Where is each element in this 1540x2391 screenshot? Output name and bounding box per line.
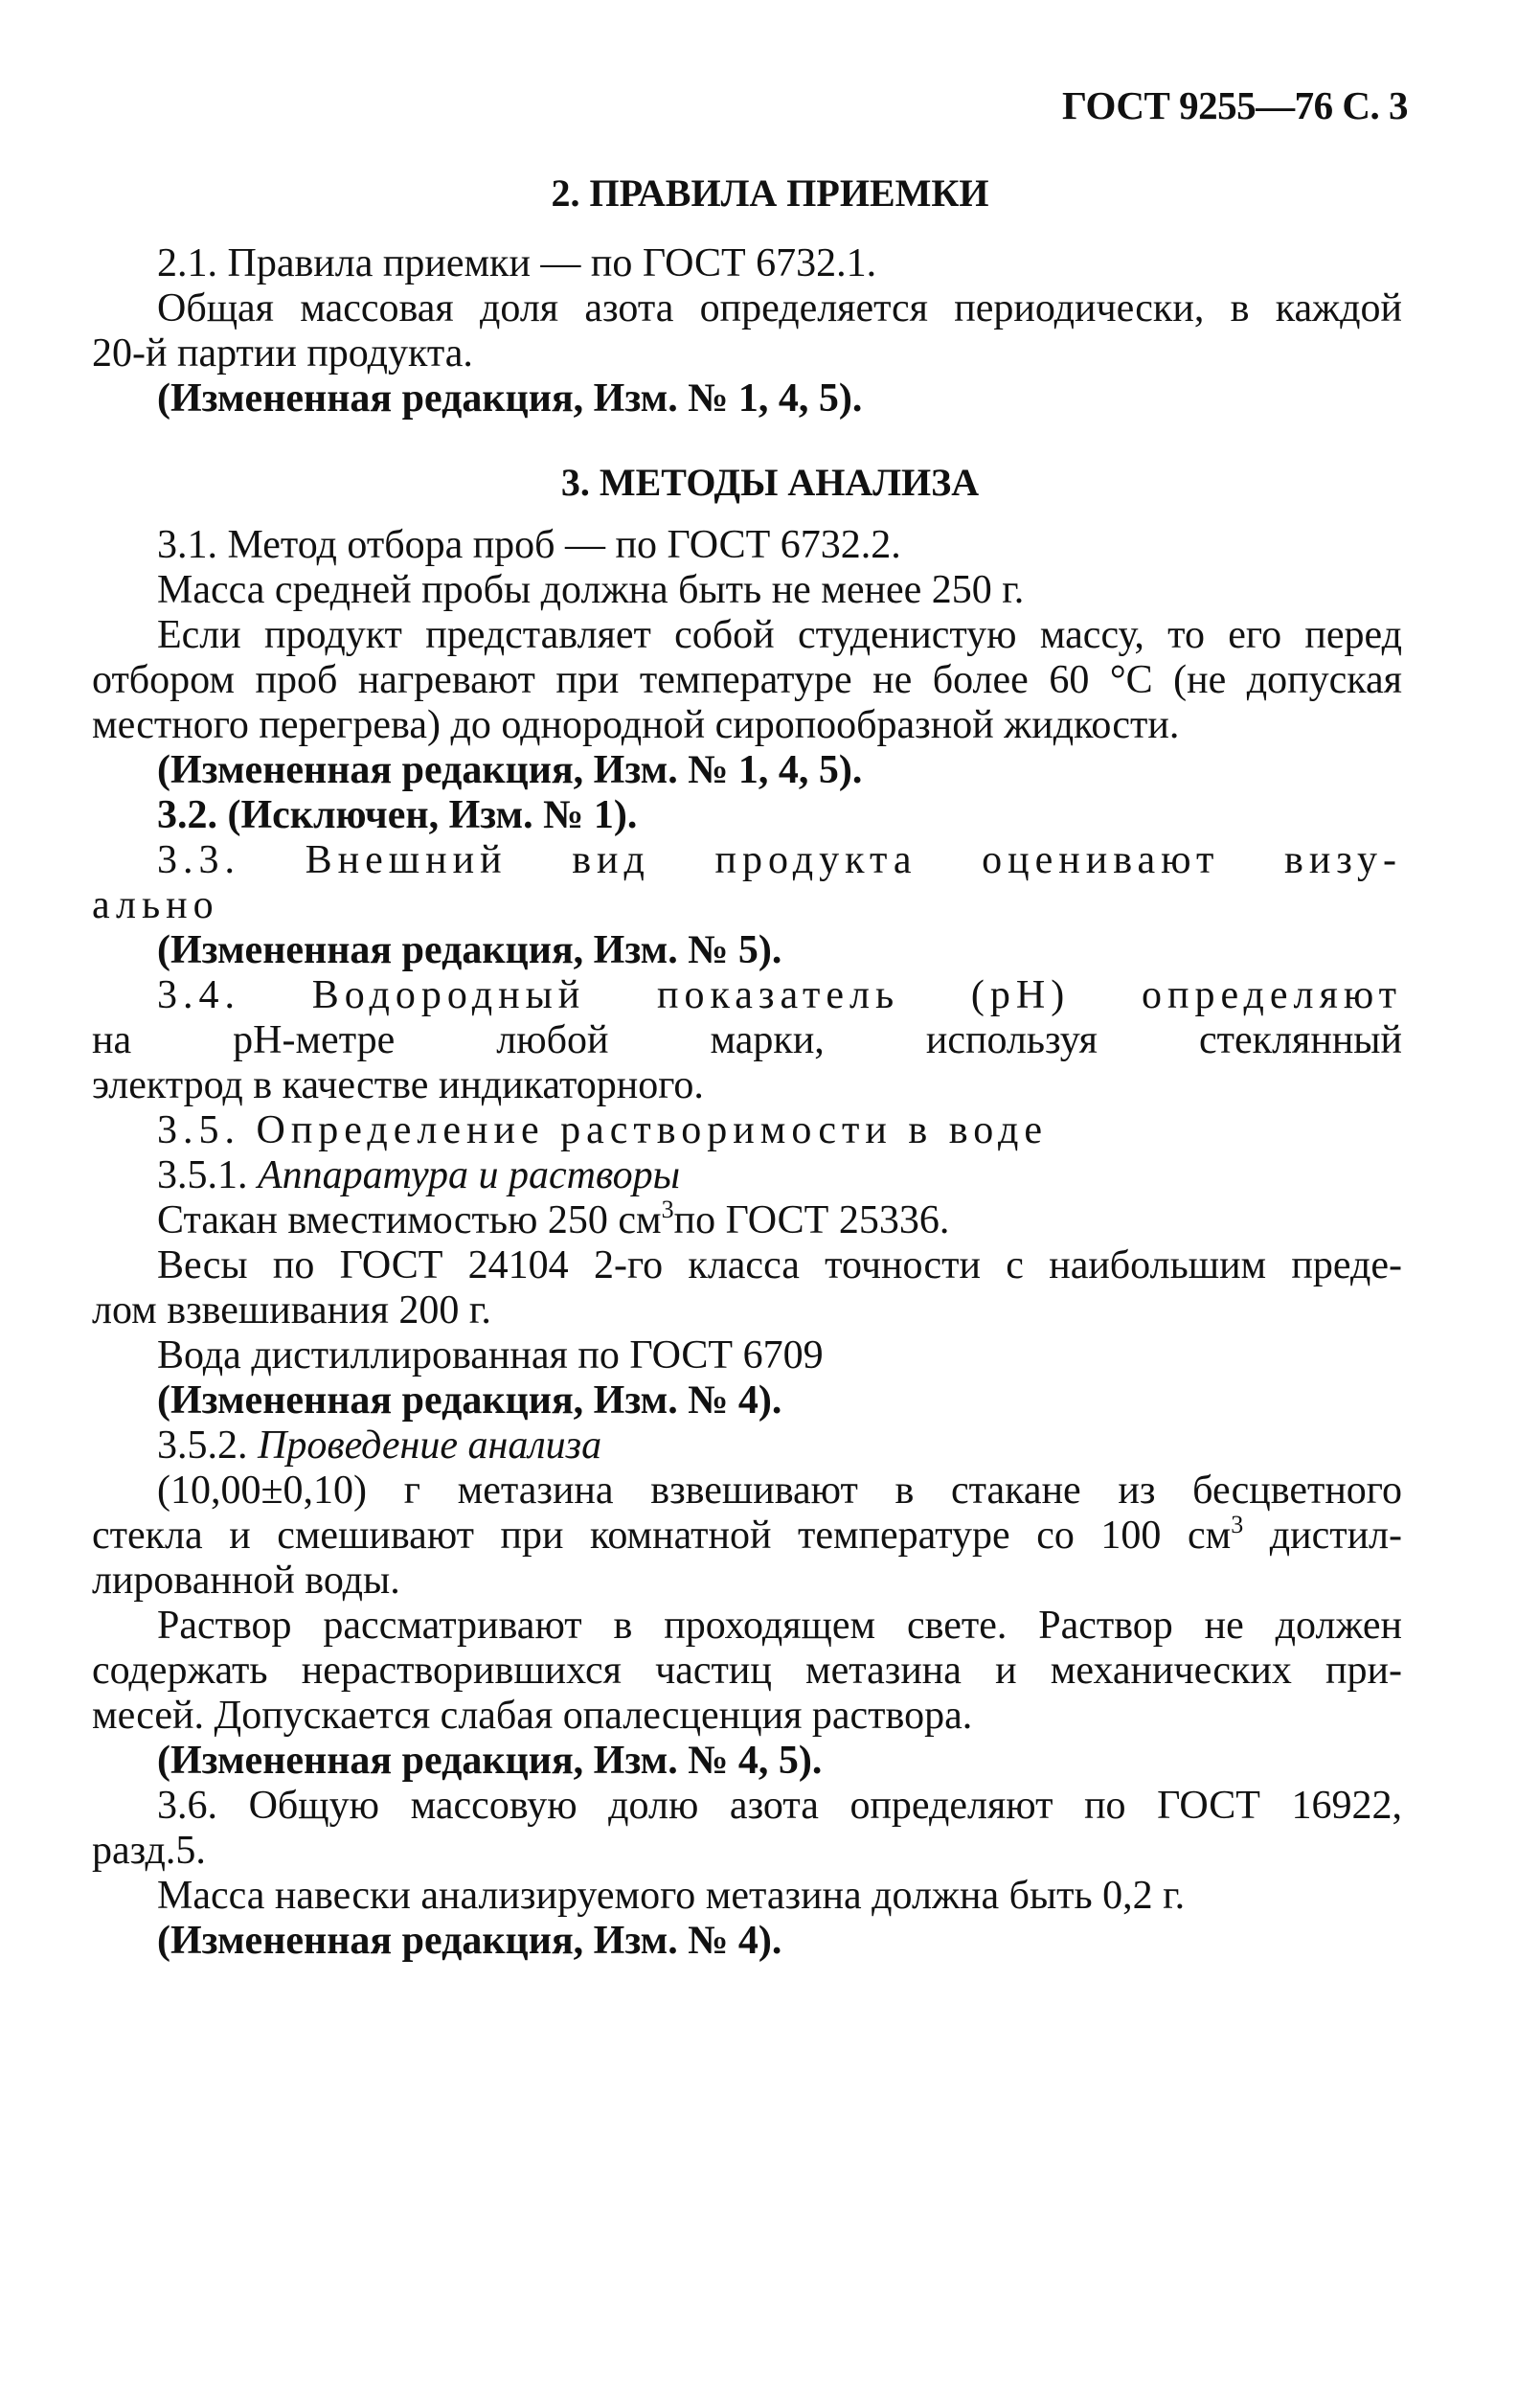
- scales-text-line-1: Весы по ГОСТ 24104 2-го класса точности с наибольшим преде-: [157, 1243, 1402, 1287]
- procedure-line-1: (10,00±0,10) г метазина взвешивают в стакане из бесцветного: [157, 1469, 1402, 1513]
- water-text: Вода дистиллированная по ГОСТ 6709: [157, 1333, 824, 1378]
- amendment-note: (Измененная редакция, Изм. № 1, 4, 5).: [157, 748, 863, 792]
- subsection-title: Аппаратура и растворы: [258, 1153, 681, 1197]
- paragraph-3-3-line-1: 3.3. Внешний вид продукта оценивают визу-: [157, 838, 1402, 882]
- paragraph-3-6-line-2: разд.5.: [92, 1829, 206, 1873]
- section-title-acceptance: 2. ПРАВИЛА ПРИЕМКИ: [551, 171, 989, 215]
- amendment-note: (Измененная редакция, Изм. № 5).: [157, 928, 782, 972]
- paragraph-3-5-2: [92, 1423, 1402, 1469]
- amendment-note: (Измененная редакция, Изм. № 4, 5).: [157, 1739, 823, 1783]
- sample-weight-text: Масса навески анализируемого метазина должна быть 0,2 г.: [157, 1874, 1186, 1918]
- page-header: ГОСТ 9255—76 С. 3: [1061, 83, 1408, 127]
- paragraph-3-6-line-1: 3.6. Общую массовую долю азота определяют по ГОСТ 16922,: [157, 1784, 1402, 1828]
- procedure-line-2: [92, 1511, 1402, 1559]
- procedure-line-3: лированной воды.: [92, 1559, 400, 1603]
- paragraph-3-2: 3.2. (Исключен, Изм. № 1).: [157, 793, 638, 837]
- paragraph-3-3-line-2: ально: [92, 883, 219, 927]
- section-acceptance-body: [92, 241, 1402, 421]
- amendment-note: (Измененная редакция, Изм. № 4).: [157, 1919, 782, 1963]
- paragraph-2-1: 2.1. Правила приемки — по ГОСТ 6732.1.: [157, 241, 877, 285]
- scales-text-line-2: лом взвешивания 200 г.: [92, 1288, 491, 1332]
- gel-text-line-3: местного перегрева) до однородной сиропообразной жидкости.: [92, 703, 1180, 747]
- paragraph-number: 3.5.2.: [157, 1423, 248, 1468]
- beaker-text-start: Стакан вместимостью 250 см: [157, 1198, 662, 1242]
- section-methods-body: [92, 523, 1402, 1964]
- subsection-title: Проведение анализа: [258, 1423, 602, 1468]
- nitrogen-text-line-1: Общая массовая доля азота определяется периодически, в каждой: [157, 286, 1402, 330]
- paragraph-3-1: 3.1. Метод отбора проб — по ГОСТ 6732.2.: [157, 523, 901, 567]
- view-text-line-2: содержать нерастворившихся частиц метазина и механических при-: [92, 1649, 1402, 1693]
- gel-text-line-2: отбором проб нагревают при температуре не более 60 °С (не допуская: [92, 658, 1402, 702]
- paragraph-3-4-line-1: 3.4. Водородный показатель (рН) определяют: [157, 973, 1402, 1017]
- beaker-text: [92, 1198, 1402, 1243]
- view-text-line-3: месей. Допускается слабая опалесценция раствора.: [92, 1694, 973, 1738]
- section-title-methods: 3. МЕТОДЫ АНАЛИЗА: [560, 461, 980, 504]
- paragraph-3-4-line-3: электрод в качестве индикаторного.: [92, 1063, 704, 1107]
- beaker-text-end: по ГОСТ 25336.: [673, 1198, 950, 1242]
- superscript: 3: [661, 1196, 674, 1223]
- procedure-line-2-start: стекла и смешивают при комнатной температуре со 100 см: [92, 1514, 1232, 1558]
- paragraph-3-4-line-2: на рН-метре любой марки, используя стеклянный: [92, 1018, 1402, 1062]
- amendment-note: (Измененная редакция, Изм. № 4).: [157, 1378, 782, 1423]
- paragraph-3-5-1: [92, 1153, 1402, 1198]
- paragraph-number: 3.5.1.: [157, 1153, 248, 1197]
- gel-text-line-1: Если продукт представляет собой студенистую массу, то его перед: [157, 613, 1402, 657]
- superscript: 3: [1231, 1511, 1244, 1538]
- procedure-line-2-end: дистил-: [1243, 1514, 1402, 1558]
- nitrogen-text-line-2: 20-й партии продукта.: [92, 331, 473, 376]
- sample-mass-text: Масса средней пробы должна быть не менее 250 г.: [157, 568, 1025, 612]
- view-text-line-1: Раствор рассматривают в проходящем свете. Раствор не должен: [157, 1604, 1402, 1648]
- amendment-note: (Измененная редакция, Изм. № 1, 4, 5).: [157, 376, 863, 421]
- paragraph-3-5: 3.5. Определение растворимости в воде: [157, 1108, 1049, 1152]
